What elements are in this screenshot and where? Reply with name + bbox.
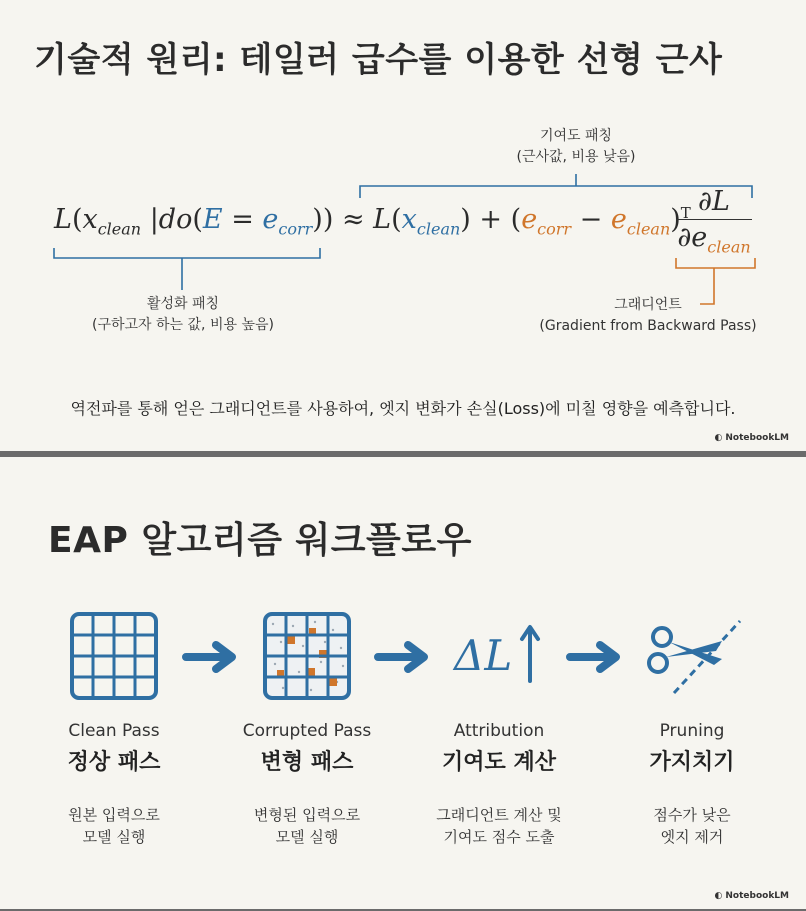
step-english-label: Pruning [659, 721, 725, 741]
step-korean-label: 변형 패스 [260, 750, 354, 775]
step-korean-label: 가지치기 [649, 750, 735, 775]
notebooklm-logo-icon: ◐ [714, 891, 723, 901]
slide-caption: 역전파를 통해 얻은 그래디언트를 사용하여, 엣지 변화가 손실(Loss)에 미칠 영향을 예측합니다. [70, 399, 736, 418]
step-attribution [404, 721, 594, 848]
activation-patching-label: 활성화 패칭 (구하고자 하는 값, 비용 높음) [92, 296, 274, 333]
corrupted-grid-icon [263, 612, 351, 700]
notebooklm-logo: ◐ NotebookLM [714, 433, 789, 443]
step-english-label: Clean Pass [68, 721, 160, 741]
step-description: 그래디언트 계산 및 기여도 점수 도출 [436, 806, 562, 846]
slide-title: 기술적 원리: 테일러 급수를 이용한 선형 근사 [34, 40, 723, 80]
slide-eap-workflow [0, 457, 806, 909]
slide-taylor-approximation [0, 0, 806, 451]
step-english-label: Attribution [453, 721, 545, 741]
step-corrupted-pass [212, 721, 402, 848]
step-pruning [597, 721, 787, 848]
slide-title: EAP 알고리즘 워크플로우 [48, 520, 472, 561]
up-arrow-icon [518, 623, 542, 683]
arrow-right-icon [566, 640, 626, 674]
step-korean-label: 기여도 계산 [442, 750, 556, 775]
scissors-icon [644, 617, 742, 697]
arrow-right-icon [374, 640, 434, 674]
step-clean-pass [19, 721, 209, 848]
clean-grid-icon [70, 612, 158, 700]
step-english-label: Corrupted Pass [242, 721, 372, 741]
step-description: 원본 입력으로 모델 실행 [68, 806, 160, 846]
step-description: 점수가 낮은 엣지 제거 [653, 806, 731, 846]
notebooklm-logo: ◐ NotebookLM [714, 891, 789, 901]
activation-bracket [54, 248, 320, 290]
step-korean-label: 정상 패스 [67, 750, 161, 775]
taylor-formula: $L(x_{clean}$ $|do(E = e_{corr})) \approx L(x_{clean}) + (e_{corr} - e_{clean})^T$ [54, 204, 691, 239]
arrow-right-icon [182, 640, 242, 674]
step-description: 변형된 입력으로 모델 실행 [253, 806, 361, 846]
delta-loss-icon: ΔL [452, 623, 552, 693]
attribution-patching-label: 기여도 패칭 (근사값, 비용 낮음) [516, 128, 636, 165]
gradient-fraction: ∂L $\partial e_{clean}$ [677, 186, 751, 257]
notebooklm-logo-icon: ◐ [714, 433, 723, 443]
gradient-label: 그래디언트 (Gradient from Backward Pass) [539, 297, 757, 334]
